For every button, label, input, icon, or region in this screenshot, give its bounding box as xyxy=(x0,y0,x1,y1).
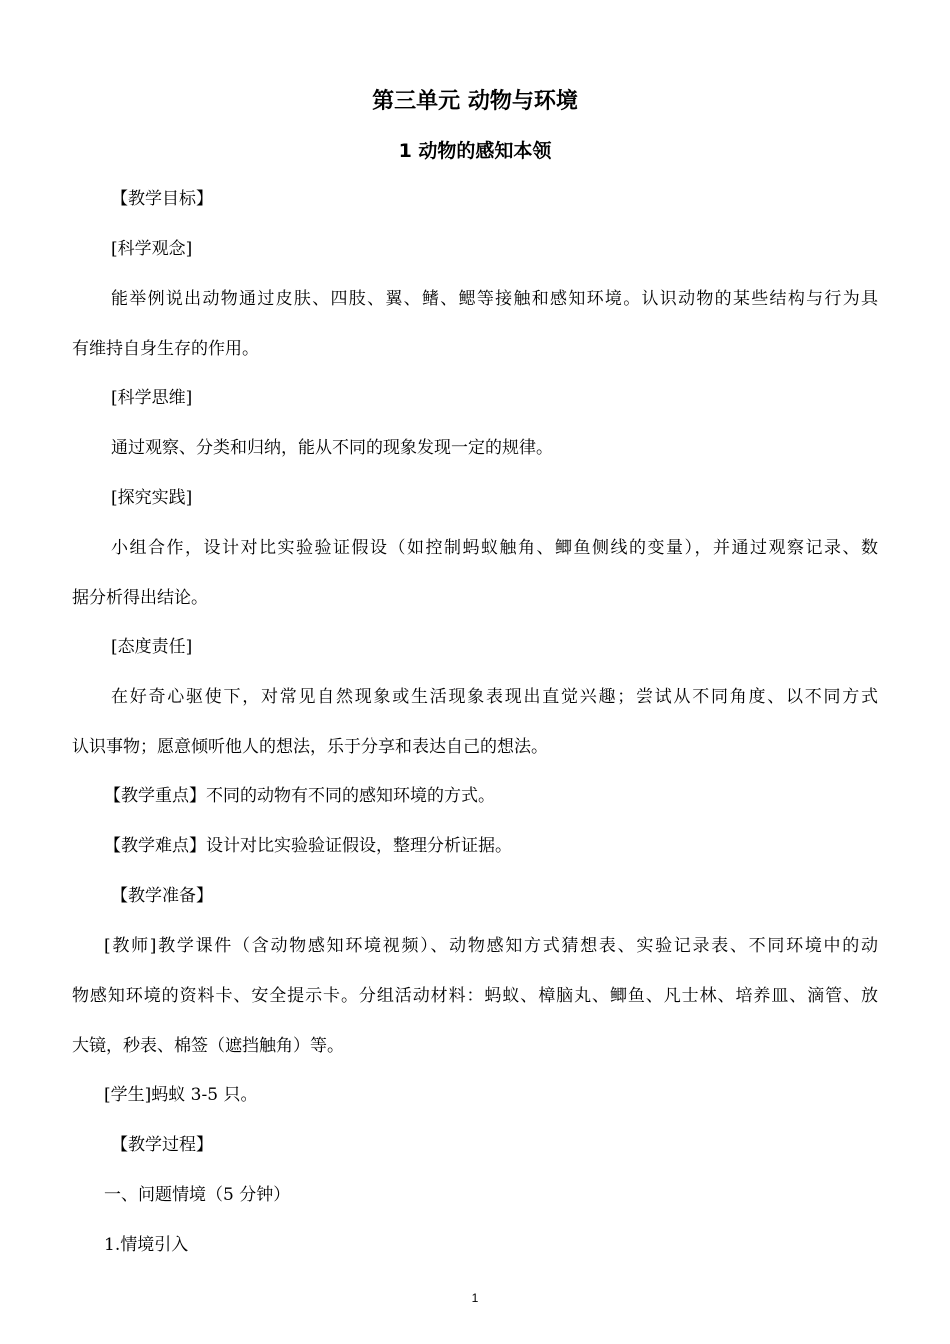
practice-text-line-2: 据分析得出结论。 xyxy=(72,588,208,608)
item-one-heading: 1.情境引入 xyxy=(104,1235,189,1255)
student-prep: [学生]蚂蚁 3-5 只。 xyxy=(104,1085,258,1105)
teacher-prep-line-1: [教师]教学课件（含动物感知环境视频）、动物感知方式猜想表、实验记录表、不同环境中的动 xyxy=(104,936,878,956)
difficulty: 【教学难点】设计对比实验验证假设，整理分析证据。 xyxy=(104,836,512,856)
process-heading: 【教学过程】 xyxy=(111,1135,213,1155)
concept-heading: [科学观念] xyxy=(111,239,193,259)
thinking-heading: [科学思维] xyxy=(111,388,193,408)
attitude-text-line-2: 认识事物；愿意倾听他人的想法，乐于分享和表达自己的想法。 xyxy=(72,737,548,757)
page-number: 1 xyxy=(471,1291,479,1305)
objectives-heading: 【教学目标】 xyxy=(111,189,213,209)
lesson-title: 1 动物的感知本领 xyxy=(398,140,552,162)
attitude-heading: [态度责任] xyxy=(111,637,193,657)
prep-heading: 【教学准备】 xyxy=(111,886,213,906)
thinking-text: 通过观察、分类和归纳，能从不同的现象发现一定的规律。 xyxy=(111,438,553,458)
key-point: 【教学重点】不同的动物有不同的感知环境的方式。 xyxy=(104,786,495,806)
unit-title: 第三单元 动物与环境 xyxy=(372,89,578,114)
teacher-prep-line-2: 物感知环境的资料卡、安全提示卡。分组活动材料：蚂蚁、樟脑丸、鲫鱼、凡士林、培养皿、滴管、放 xyxy=(72,986,878,1006)
practice-text-line-1: 小组合作，设计对比实验验证假设（如控制蚂蚁触角、鲫鱼侧线的变量），并通过观察记录、数 xyxy=(111,538,878,558)
section-one-heading: 一、问题情境（5 分钟） xyxy=(104,1185,291,1205)
concept-text-line-1: 能举例说出动物通过皮肤、四肢、翼、鳍、鳃等接触和感知环境。认识动物的某些结构与行为具 xyxy=(111,289,878,309)
practice-heading: [探究实践] xyxy=(111,488,193,508)
teacher-prep-line-3: 大镜，秒表、棉签（遮挡触角）等。 xyxy=(72,1036,344,1056)
concept-text-line-2: 有维持自身生存的作用。 xyxy=(72,339,259,359)
attitude-text-line-1: 在好奇心驱使下，对常见自然现象或生活现象表现出直觉兴趣；尝试从不同角度、以不同方式 xyxy=(111,687,878,707)
